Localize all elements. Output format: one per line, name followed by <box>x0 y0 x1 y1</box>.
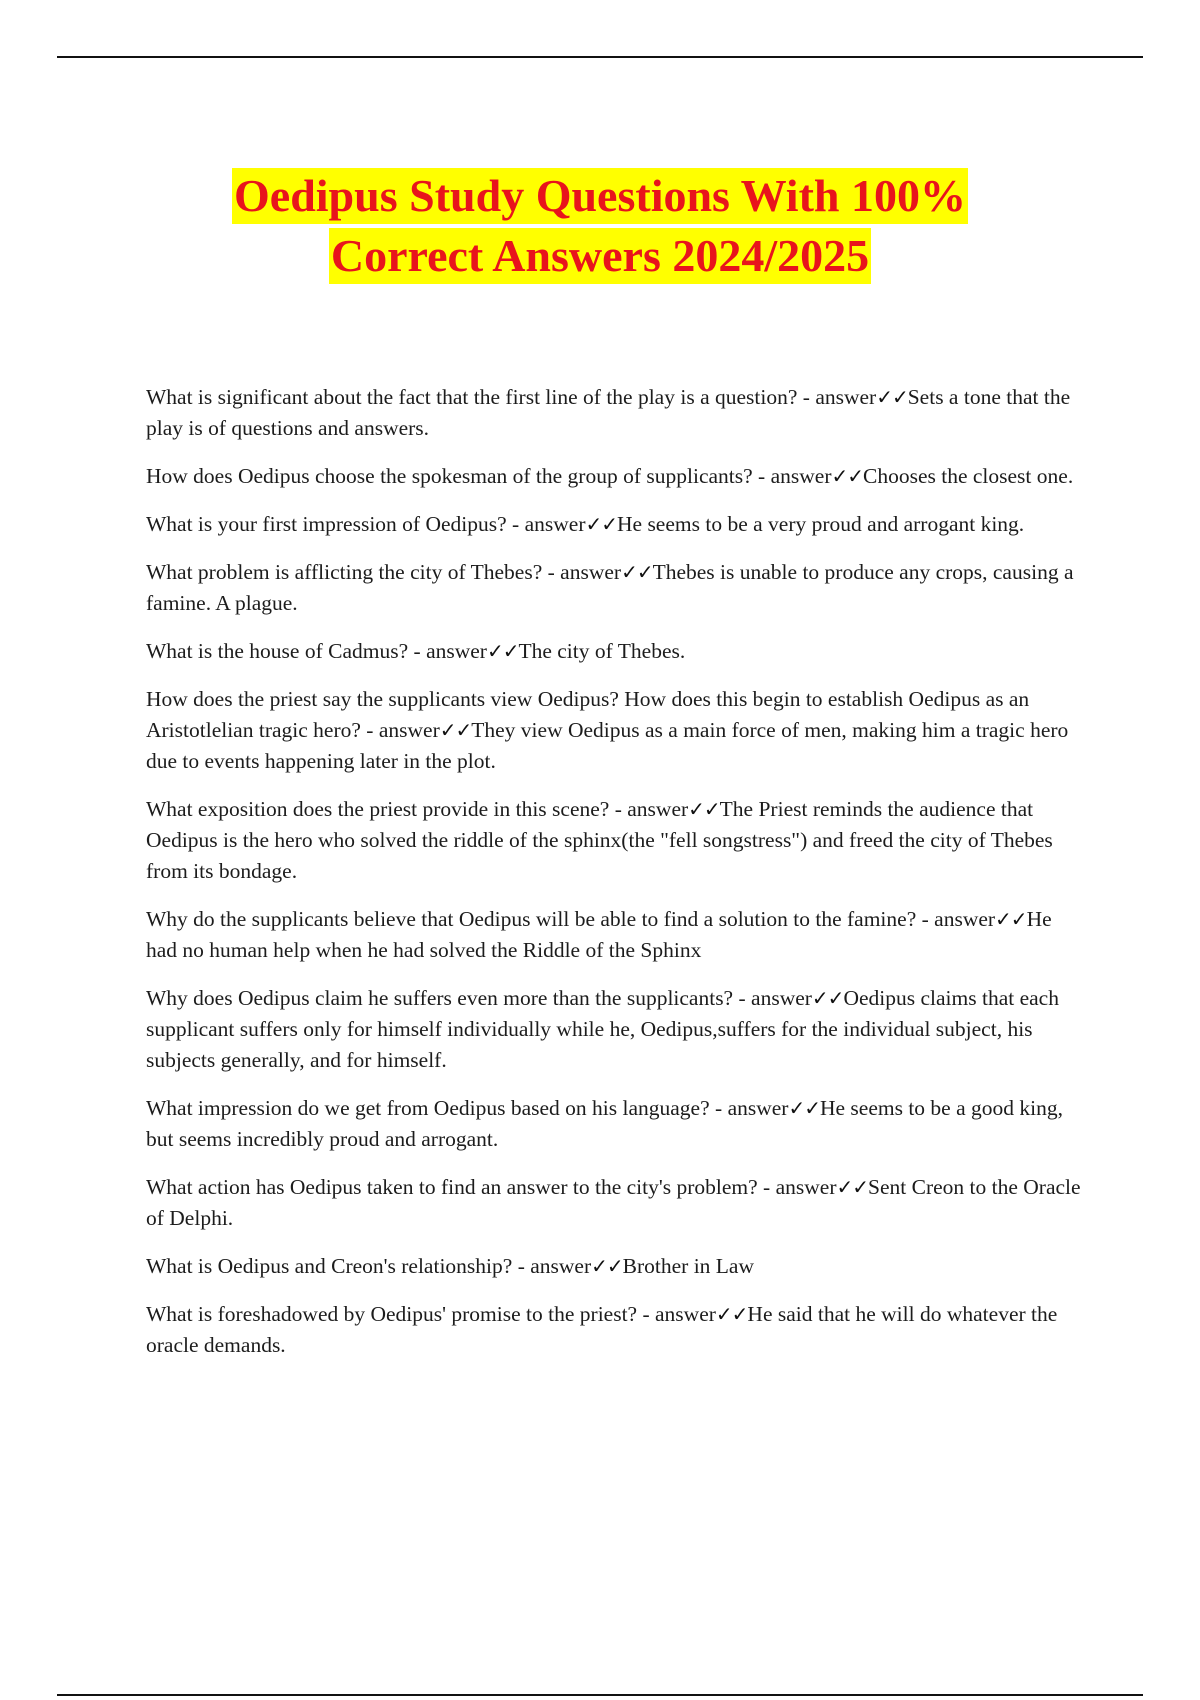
qa-item <box>146 684 1086 777</box>
question-text: What is the house of Cadmus? <box>146 639 409 663</box>
question-text: How does Oedipus choose the spokesman of the group of supplicants? <box>146 464 753 488</box>
title-line-1: Oedipus Study Questions With 100% <box>232 168 968 224</box>
answer-label: answer <box>378 718 440 742</box>
answer-label: answer <box>627 797 689 821</box>
separator: - <box>609 797 628 821</box>
answer-label: answer <box>655 1302 716 1326</box>
qa-item <box>146 1299 1086 1361</box>
answer-text: Sets a tone that the play is of questions and answers. <box>146 385 1071 440</box>
separator: - <box>360 718 379 742</box>
answer-text: He seems to be a good king, but seems incredibly proud and arrogant. <box>146 1096 1063 1151</box>
header-rule <box>57 56 1143 58</box>
separator: - <box>542 560 561 584</box>
question-text: What action has Oedipus taken to find an answer to the city's problem? <box>146 1175 758 1199</box>
question-text: What exposition does the priest provide in this scene? <box>146 797 610 821</box>
question-text: Why does Oedipus claim he suffers even more than the supplicants? <box>146 986 734 1010</box>
separator: - <box>506 512 525 536</box>
question-text: What is significant about the fact that the first line of the play is a question? <box>146 385 798 409</box>
answer-label: answer <box>560 560 622 584</box>
double-check-icon: ✓✓ <box>585 512 617 536</box>
question-text: What is Oedipus and Creon's relationship? <box>146 1254 513 1278</box>
answer-text: Brother in Law <box>622 1254 754 1278</box>
answer-label: answer <box>751 986 812 1010</box>
answer-text: Sent Creon to the Oracle of Delphi. <box>146 1175 1081 1230</box>
double-check-icon: ✓✓ <box>715 1302 748 1326</box>
qa-item <box>146 557 1086 619</box>
answer-label: answer <box>815 385 877 409</box>
qa-item <box>146 1093 1086 1155</box>
double-check-icon: ✓✓ <box>836 1175 868 1199</box>
answer-label: answer <box>775 1175 837 1199</box>
answer-text: Oedipus claims that each supplicant suffers only for himself individually while he, Oedipus,suffers for the individual subject, his subjects generally, and for himself. <box>146 986 1059 1072</box>
qa-item <box>146 1251 1086 1282</box>
answer-label: answer <box>934 907 996 931</box>
answer-text: Chooses the closest one. <box>863 464 1074 488</box>
double-check-icon: ✓✓ <box>788 1096 820 1120</box>
double-check-icon: ✓✓ <box>439 718 472 742</box>
double-check-icon: ✓✓ <box>486 639 519 663</box>
answer-text: The Priest reminds the audience that Oedipus is the hero who solved the riddle of the sphinx(the "fell songstress") and freed the city of Thebes from its bondage. <box>146 797 1053 883</box>
answer-text: The city of Thebes. <box>518 639 686 663</box>
separator: - <box>916 907 935 931</box>
qa-item <box>146 904 1086 966</box>
footer-rule <box>57 1694 1143 1696</box>
double-check-icon: ✓✓ <box>811 986 844 1010</box>
qa-item <box>146 509 1086 540</box>
answer-label: answer <box>524 512 586 536</box>
separator: - <box>752 464 771 488</box>
question-text: What is your first impression of Oedipus? <box>146 512 507 536</box>
title-line-2: Correct Answers 2024/2025 <box>329 228 871 284</box>
double-check-icon: ✓✓ <box>621 560 653 584</box>
question-text: What is foreshadowed by Oedipus' promise to the priest? <box>146 1302 638 1326</box>
double-check-icon: ✓✓ <box>591 1254 623 1278</box>
question-answer-list <box>146 382 1086 1378</box>
qa-item <box>146 382 1086 444</box>
double-check-icon: ✓✓ <box>688 797 720 821</box>
separator: - <box>512 1254 531 1278</box>
qa-item <box>146 794 1086 887</box>
question-text: How does the priest say the supplicants view Oedipus? How does this begin to establish Oedipus as an Aristotlelian tragic hero? <box>146 687 1030 742</box>
separator: - <box>408 639 427 663</box>
qa-item <box>146 636 1086 667</box>
separator: - <box>757 1175 776 1199</box>
answer-label: answer <box>727 1096 789 1120</box>
qa-item <box>146 1172 1086 1234</box>
answer-text: He had no human help when he had solved the Riddle of the Sphinx <box>146 907 1052 962</box>
answer-text: He said that he will do whatever the oracle demands. <box>146 1302 1058 1357</box>
double-check-icon: ✓✓ <box>831 464 863 488</box>
answer-label: answer <box>426 639 487 663</box>
answer-label: answer <box>770 464 832 488</box>
answer-text: They view Oedipus as a main force of men, making him a tragic hero due to events happening later in the plot. <box>146 718 1069 773</box>
question-text: Why do the supplicants believe that Oedipus will be able to find a solution to the famine? <box>146 907 917 931</box>
double-check-icon: ✓✓ <box>876 385 908 409</box>
answer-text: Thebes is unable to produce any crops, causing a famine. A plague. <box>146 560 1074 615</box>
question-text: What problem is afflicting the city of Thebes? <box>146 560 543 584</box>
document-title <box>0 168 1200 288</box>
separator: - <box>797 385 816 409</box>
answer-text: He seems to be a very proud and arrogant king. <box>617 512 1025 536</box>
double-check-icon: ✓✓ <box>995 907 1027 931</box>
qa-item <box>146 983 1086 1076</box>
question-text: What impression do we get from Oedipus based on his language? <box>146 1096 710 1120</box>
separator: - <box>709 1096 728 1120</box>
answer-label: answer <box>530 1254 592 1278</box>
separator: - <box>733 986 752 1010</box>
separator: - <box>637 1302 656 1326</box>
qa-item <box>146 461 1086 492</box>
